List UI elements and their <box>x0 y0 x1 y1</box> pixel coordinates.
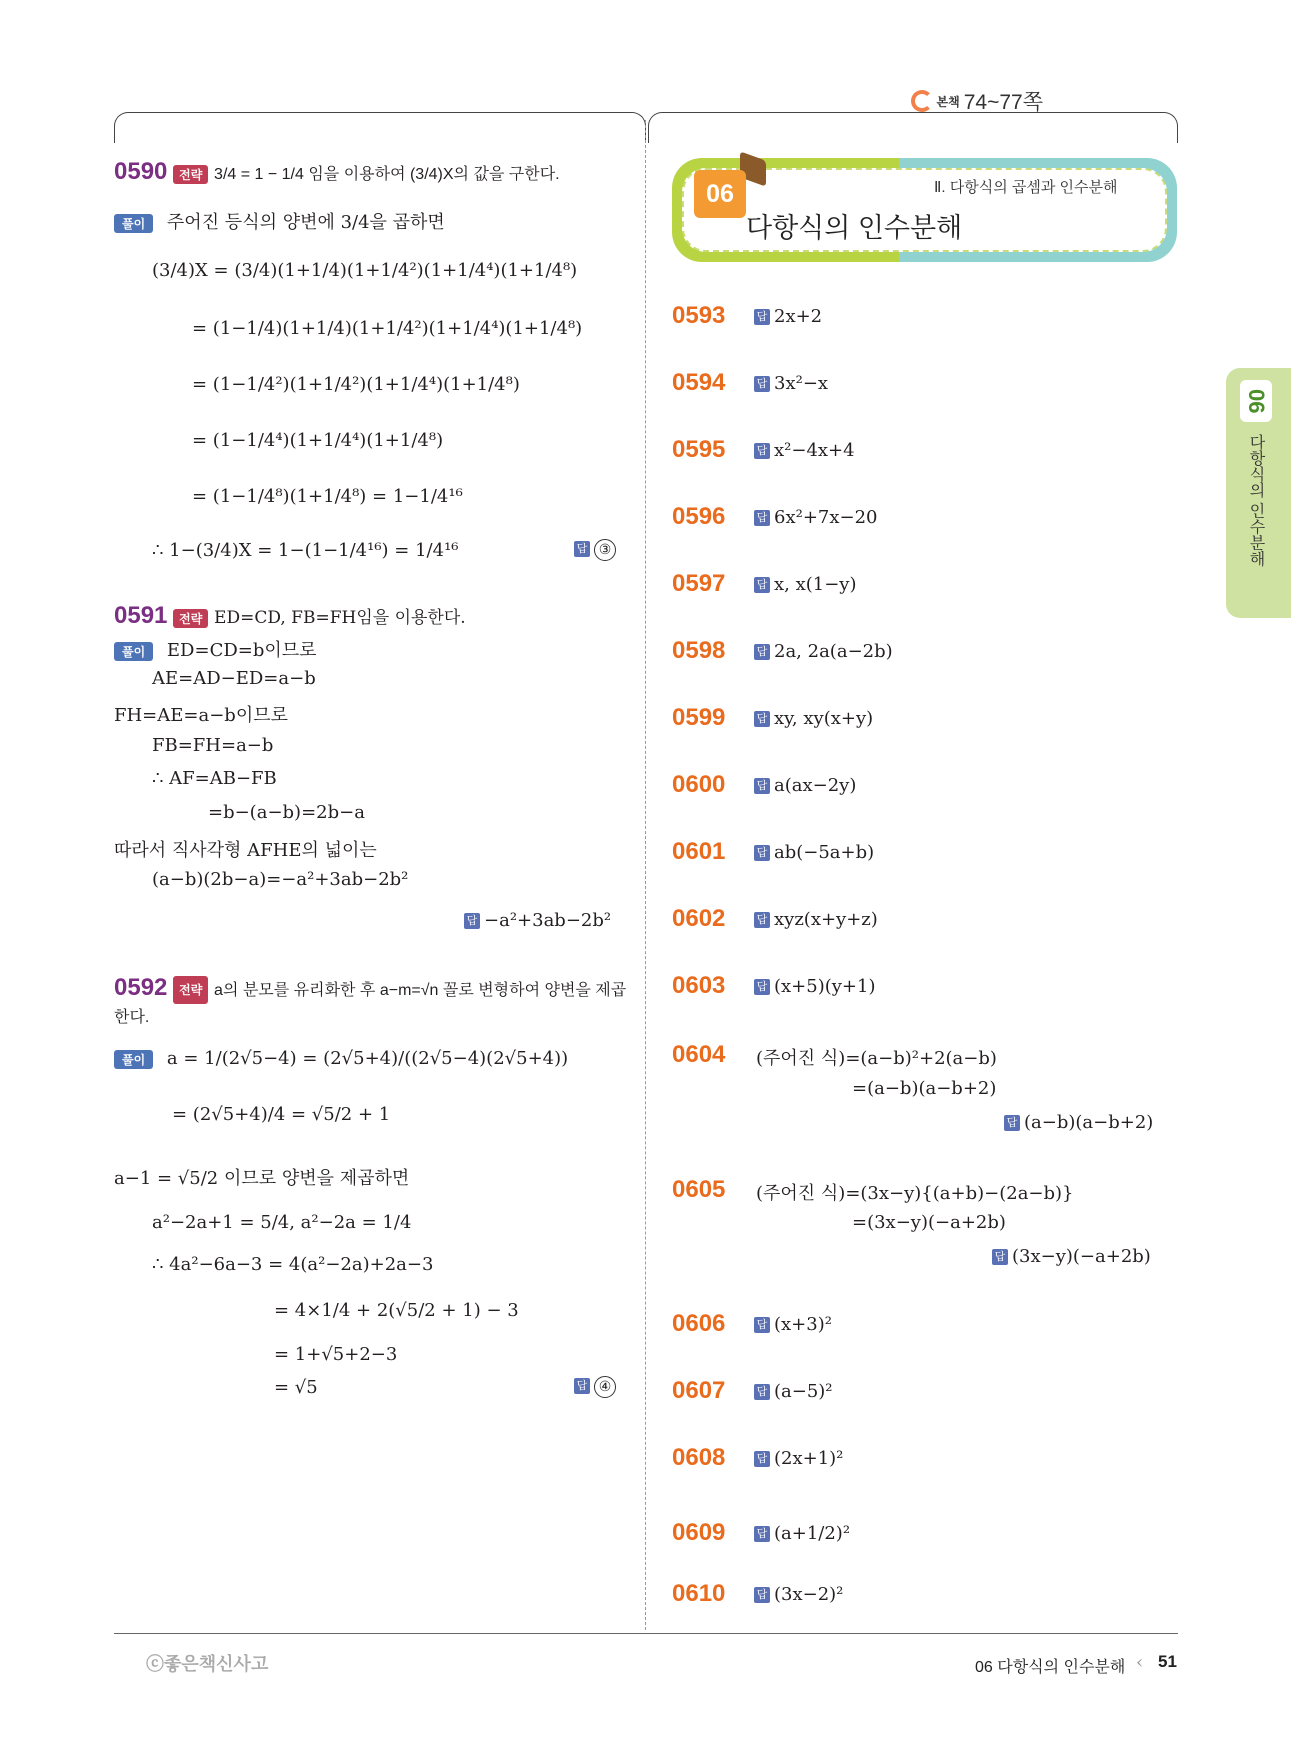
answer-0590 <box>574 538 616 561</box>
answer-item <box>754 909 878 930</box>
answer-badge: 답 <box>754 644 770 660</box>
strategy-badge: 전략 <box>173 609 208 628</box>
page-number: 51 <box>1158 1652 1177 1671</box>
answer-badge: 답 <box>574 1378 590 1394</box>
right-column-frame <box>648 112 1178 143</box>
answer-item <box>754 641 893 662</box>
solution-line <box>114 1048 568 1069</box>
answer-value: xy, xy(x+y) <box>774 708 874 729</box>
solution-line: (3/4)X = (3/4)(1+1/4)(1+1/4²)(1+1/4⁴)(1+1/4⁸) <box>152 260 578 281</box>
solution-line: = 1+√5+2−3 <box>274 1344 398 1365</box>
chapter-title: 다항식의 인수분해 <box>746 213 963 243</box>
answer-value: (3x−2)² <box>774 1584 844 1605</box>
answer-item <box>754 1584 843 1605</box>
solution-line: = (2√5+4)/4 = √5/2 + 1 <box>172 1104 391 1125</box>
answer-badge: 답 <box>754 778 770 794</box>
column-divider <box>645 120 646 1630</box>
solution-line: = √5 <box>274 1377 318 1398</box>
answer-number: 0597 <box>672 570 726 597</box>
answer-value: 6x²+7x−20 <box>774 507 878 528</box>
answer-value: x²−4x+4 <box>774 440 855 461</box>
solution-line: FB=FH=a−b <box>152 735 274 756</box>
answer-badge: 답 <box>754 845 770 861</box>
solution-line: =(a−b)(a−b+2) <box>852 1078 997 1099</box>
answer-number: 0595 <box>672 436 726 463</box>
answer-0592 <box>574 1375 616 1398</box>
answer-item <box>754 842 874 863</box>
solution-line: (주어진 식)=(3x−y){(a+b)−(2a−b)} <box>756 1183 1074 1204</box>
solution-badge: 풀이 <box>114 1050 153 1069</box>
problem-strategy: ED=CD, FB=FH임을 이용한다. <box>214 608 466 628</box>
solution-text: a = 1/(2√5−4) = (2√5+4)/((2√5−4)(2√5+4)) <box>166 1048 569 1069</box>
problem-number: 0590 <box>114 158 168 185</box>
answer-value: 2a, 2a(a−2b) <box>774 641 893 662</box>
left-column-frame <box>114 112 646 143</box>
answer-item <box>754 976 875 997</box>
solution-line: = (1−1/4⁴)(1+1/4⁴)(1+1/4⁸) <box>192 430 444 451</box>
answer-number: 0600 <box>672 771 726 798</box>
chevron-left-icon: ‹ <box>1136 1652 1144 1673</box>
answer-item <box>754 1448 843 1469</box>
problem-strategy: 3/4 = 1 − 1/4 임을 이용하여 (3/4)X의 값을 구한다. <box>214 166 560 183</box>
solution-line: =(3x−y)(−a+2b) <box>852 1212 1006 1233</box>
solution-line: (a−b)(2b−a)=−a²+3ab−2b² <box>152 869 409 890</box>
answer-item <box>754 708 873 729</box>
answer-item <box>754 306 822 327</box>
problem-strategy: a의 분모를 유리화한 후 a−m=√n 꼴로 변형하여 양변을 제곱한다. <box>114 982 627 1026</box>
answer-number: 0610 <box>672 1580 726 1607</box>
solution-line: FH=AE=a−b이므로 <box>114 705 288 726</box>
ref-label: 본책 <box>936 94 960 109</box>
answer-badge: 답 <box>754 577 770 593</box>
footer-chapter-title: 06 다항식의 인수분해 <box>975 1659 1126 1676</box>
answer-value: ④ <box>594 1376 616 1398</box>
answer-number: 0594 <box>672 369 726 396</box>
solution-line: = (1−1/4)(1+1/4)(1+1/4²)(1+1/4⁴)(1+1/4⁸) <box>192 318 583 339</box>
answer-value: xyz(x+y+z) <box>774 909 878 930</box>
side-tab-label: 다항식의 인수분해 <box>1247 434 1264 567</box>
solution-badge: 풀이 <box>114 642 153 661</box>
answer-badge: 답 <box>992 1249 1008 1265</box>
answer-badge: 답 <box>754 1384 770 1400</box>
answer-badge: 답 <box>754 443 770 459</box>
solution-line: =b−(a−b)=2b−a <box>208 802 365 823</box>
solution-line: a−1 = √5/2 이므로 양변을 제곱하면 <box>114 1168 410 1189</box>
answer-badge: 답 <box>754 912 770 928</box>
answer-value: −a²+3ab−2b² <box>484 910 612 931</box>
problem-number: 0592 <box>114 974 168 1001</box>
answer-value: a(ax−2y) <box>774 775 857 796</box>
answer-badge: 답 <box>754 376 770 392</box>
solution-line: = (1−1/4²)(1+1/4²)(1+1/4⁴)(1+1/4⁸) <box>192 374 520 395</box>
solution-line: ∴ 4a²−6a−3 = 4(a²−2a)+2a−3 <box>152 1254 434 1275</box>
answer-value: x, x(1−y) <box>774 574 857 595</box>
answer-number: 0608 <box>672 1444 726 1471</box>
answer-item <box>754 775 856 796</box>
answer-badge: 답 <box>754 1451 770 1467</box>
answer-value: (a+1/2)² <box>774 1523 851 1544</box>
solution-line: ∴ 1−(3/4)X = 1−(1−1/4¹⁶) = 1/4¹⁶ <box>152 540 459 561</box>
answer-number: 0602 <box>672 905 726 932</box>
solution-line: = 4×1/4 + 2(√5/2 + 1) − 3 <box>274 1300 519 1321</box>
answer-number: 0605 <box>672 1176 726 1203</box>
answer-badge: 답 <box>754 1317 770 1333</box>
answer-badge: 답 <box>464 913 480 929</box>
solution-line <box>114 208 445 234</box>
answer-number: 0598 <box>672 637 726 664</box>
ref-pages: 74~77쪽 <box>963 91 1043 114</box>
answer-item <box>754 373 828 394</box>
solution-line <box>114 636 317 662</box>
answer-number: 0604 <box>672 1041 726 1068</box>
answer-item <box>1004 1112 1153 1133</box>
solution-line: ∴ AF=AB−FB <box>152 768 277 789</box>
answer-number: 0607 <box>672 1377 726 1404</box>
solution-line: AE=AD−ED=a−b <box>152 668 316 689</box>
answer-item <box>754 507 878 528</box>
copyright: ⓒ좋은책신사고 <box>146 1654 269 1674</box>
answer-badge: 답 <box>754 1587 770 1603</box>
answer-badge: 답 <box>574 541 590 557</box>
chapter-number: 06 <box>694 170 746 218</box>
footer-divider <box>114 1633 1178 1634</box>
answer-item <box>754 1381 833 1402</box>
answer-value: (a−5)² <box>774 1381 833 1402</box>
answer-badge: 답 <box>754 510 770 526</box>
answer-badge: 답 <box>1004 1115 1020 1131</box>
answer-0591 <box>464 910 611 931</box>
return-arrow-icon <box>911 90 933 112</box>
answer-value: 3x²−x <box>774 373 829 394</box>
answer-number: 0606 <box>672 1310 726 1337</box>
answer-value: (2x+1)² <box>774 1448 844 1469</box>
solution-text: 주어진 등식의 양변에 3/4을 곱하면 <box>166 212 445 233</box>
answer-value: 2x+2 <box>774 306 823 327</box>
answer-value: ③ <box>594 539 616 561</box>
solution-line: (주어진 식)=(a−b)²+2(a−b) <box>756 1048 997 1069</box>
answer-item <box>754 1523 850 1544</box>
answer-item <box>754 574 857 595</box>
answer-value: (x+3)² <box>774 1314 832 1335</box>
chapter-subtitle: Ⅱ. 다항식의 곱셈과 인수분해 <box>934 179 1118 196</box>
answer-badge: 답 <box>754 309 770 325</box>
answer-value: (3x−y)(−a+2b) <box>1012 1246 1151 1267</box>
strategy-badge: 전략 <box>173 165 208 184</box>
strategy-badge: 전략 <box>173 976 208 1004</box>
answer-value: ab(−5a+b) <box>774 842 875 863</box>
problem-0592-header <box>114 975 634 1031</box>
answer-badge: 답 <box>754 711 770 727</box>
answer-number: 0603 <box>672 972 726 999</box>
answer-badge: 답 <box>754 1526 770 1542</box>
answer-item <box>754 440 855 461</box>
answer-item <box>992 1246 1151 1267</box>
answer-number: 0601 <box>672 838 726 865</box>
problem-0590-header <box>114 158 560 186</box>
solution-badge: 풀이 <box>114 214 153 233</box>
solution-text: ED=CD=b이므로 <box>166 640 317 661</box>
answer-item <box>754 1314 832 1335</box>
answer-value: (a−b)(a−b+2) <box>1024 1112 1154 1133</box>
answer-value: (x+5)(y+1) <box>774 976 876 997</box>
answer-badge: 답 <box>754 979 770 995</box>
answer-number: 0593 <box>672 302 726 329</box>
problem-number: 0591 <box>114 602 168 629</box>
answer-number: 0599 <box>672 704 726 731</box>
problem-0591-header <box>114 602 466 630</box>
solution-line: a²−2a+1 = 5/4, a²−2a = 1/4 <box>152 1212 412 1233</box>
solution-line: 따라서 직사각형 AFHE의 넓이는 <box>114 840 377 861</box>
solution-line: = (1−1/4⁸)(1+1/4⁸) = 1−1/4¹⁶ <box>192 486 463 507</box>
answer-number: 0609 <box>672 1519 726 1546</box>
side-tab-number: 06 <box>1240 380 1272 422</box>
answer-number: 0596 <box>672 503 726 530</box>
